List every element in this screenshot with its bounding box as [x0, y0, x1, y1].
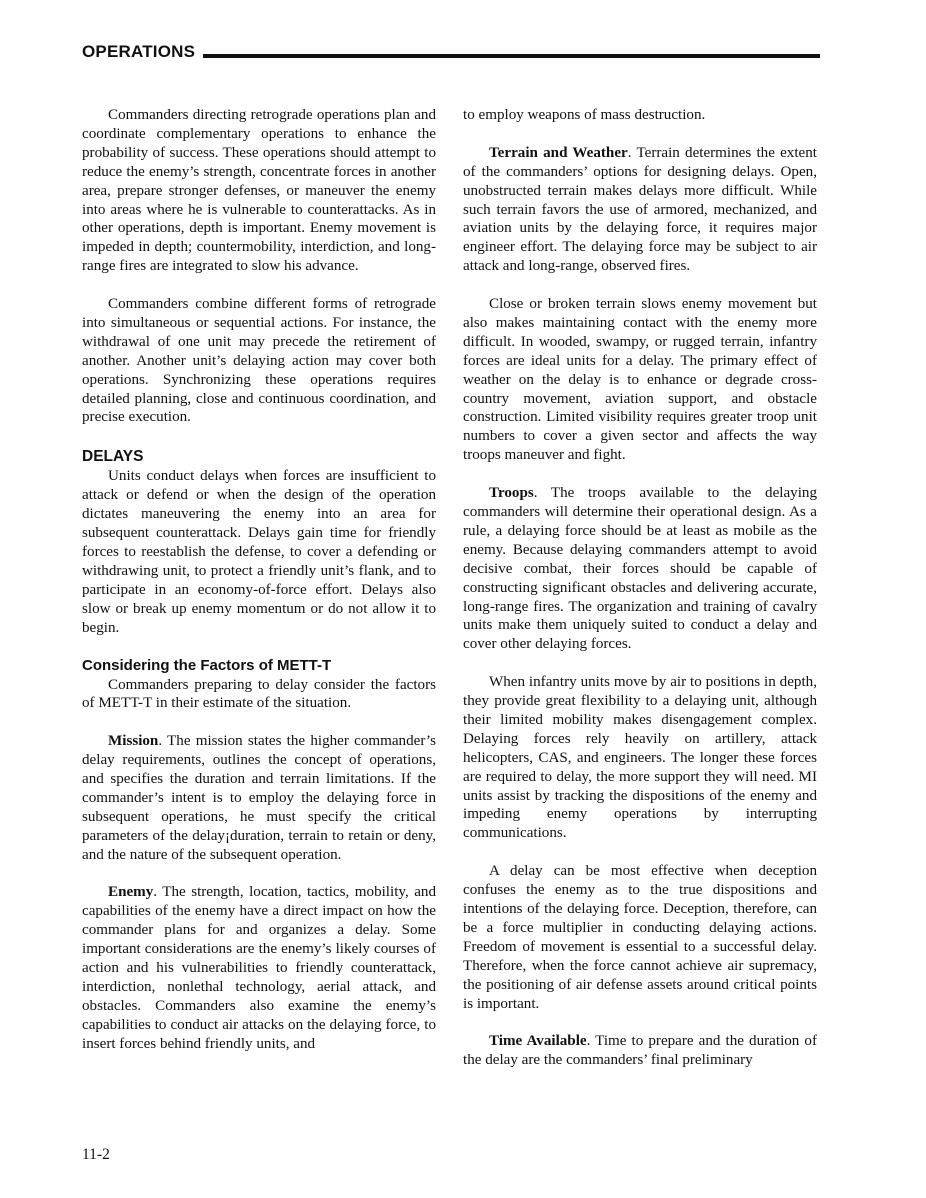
- paragraph-mett-t-intro: Commanders preparing to delay consider the factors of METT-T in their estimate of the situation.: [82, 676, 436, 712]
- paragraph-close-terrain: Close or broken terrain slows enemy movement but also makes maintaining contact with the enemy more difficult. In wooded, swampy, or rugged terrain, infantry forces are ideal units for a delay. The primary effect of weather on the delay is to enhance or degrade cross-country movement, aviation support, and obstacle construction. Limited visibility requires greater troop unit numbers to cover a given sector and affects the way troops maneuver and fight.: [463, 296, 817, 464]
- paragraph-continuation: to employ weapons of mass destruction.: [463, 107, 706, 123]
- header-rule: [203, 54, 820, 58]
- troops-text: . The troops available to the delaying commanders will determine their operational design. As a rule, a delaying force should be at least as mobile as the enemy. Because delaying commanders attempt to avoid decisive combat, their forces should be capable of constructing significant obstacles and delivering accurate, long-range fires. The organization and training of cavalry units make them uniquely suited to conduct a delay and cover other delaying forces.: [463, 485, 817, 653]
- paragraph-delays-intro: Units conduct delays when forces are insufficient to attack or defend or when the design of the operation dictates maneuvering the enemy into an area for subsequent counterattack. Delays gain time for friendly forces to reestablish the defense, to cover a defending or withdrawing unit, to protect a friendly unit’s flank, and to participate in an economy-of-force effort. Delays also slow or break up enemy momentum or do not allow it to begin.: [82, 468, 436, 636]
- subsection-heading-mett-t: Considering the Factors of METT-T: [82, 656, 332, 674]
- run-in-heading-mission: Mission: [108, 733, 159, 750]
- section-heading-delays: DELAYS: [82, 448, 144, 466]
- paragraph-retrograde-forms: Commanders combine different forms of retrograde into simultaneous or sequential actions. For instance, the withdrawal of one unit may precede the retirement of another. Another unit’s delaying action may cover both operations. Synchronizing these operations requires detailed planning, close and continuous coordination, and precise execution.: [82, 296, 436, 426]
- run-in-heading-troops: Troops: [489, 485, 534, 502]
- run-in-heading-time: Time Available: [489, 1033, 587, 1050]
- paragraph-deception: A delay can be most effective when deception confuses the enemy as to the true dispositions and intentions of the delaying force. Deception, therefore, can be a force multiplier in conducting delaying actions. Freedom of movement is essential to a successful delay. Therefore, when the force cannot achieve air supremacy, the positioning of air defense assets around critical points is important.: [463, 863, 817, 1012]
- running-head-title: OPERATIONS: [82, 42, 196, 61]
- enemy-text: . The strength, location, tactics, mobility, and capabilities of the enemy have a direct impact on how the commander plans for and organizes a delay. Some important considerations are the enemy’s likely courses of action and his vulnerabilities to friendly counterattack, interdiction, nonlethal technology, aerial attack, and obstacles. Commanders also examine the enemy’s capabilities to conduct air attacks on the delaying force, to insert forces behind friendly units, and: [82, 884, 436, 1052]
- paragraph-infantry-air: When infantry units move by air to positions in depth, they provide great flexibility to a delaying unit, although their limited mobility makes disengagement complex. Delaying forces rely heavily on artillery, attack helicopters, CAS, and engineers. The longer these forces are required to delay, the more support they will need. MI units assist by tracking the dispositions of the enemy and impeding enemy operations by interrupting communications.: [463, 674, 817, 842]
- paragraph-mission: [82, 732, 436, 864]
- time-text: . Time to prepare and the duration of the delay are the commanders’ final preliminary: [463, 1033, 817, 1069]
- paragraph-retrograde-plan: Commanders directing retrograde operations plan and coordinate complementary operations to enhance the probability of success. These operations should attempt to reduce the enemy’s strength, concentrate forces in another area, prepare stronger defenses, or maneuver the enemy into areas where he is vulnerable to counterattacks. As in other operations, depth is important. Enemy movement is impeded in depth; countermobility, interdiction, and long-range fires are integrated to slow his advance.: [82, 107, 436, 275]
- left-column: [82, 106, 436, 1054]
- run-in-heading-terrain: Terrain and Weather: [489, 144, 628, 161]
- right-column: [463, 106, 817, 1070]
- page-number: 11-2: [82, 1146, 110, 1163]
- paragraph-enemy: [82, 883, 436, 1053]
- page-header: [82, 40, 820, 62]
- terrain-text: . Terrain determines the extent of the commanders’ options for designing delays. Open, unobstructed terrain makes delays more difficult. While such terrain favors the use of armored, mechanized, and aviation units by the delaying force, it requires major engineer effort. The delaying force may be subject to air attack and long-range, observed fires.: [463, 144, 817, 275]
- paragraph-terrain-weather: [463, 144, 817, 276]
- paragraph-troops: [463, 484, 817, 654]
- paragraph-time-available: [463, 1032, 817, 1070]
- run-in-heading-enemy: Enemy: [108, 884, 154, 901]
- mission-text: . The mission states the higher commander’s delay requirements, outlines the concept of operations, and specifies the duration and terrain limitations. If the commander’s intent is to employ the delaying force in subsequent operations, he must specify the critical parameters of the delay¡duration, terrain to retain or deny, and the nature of the subsequent operation.: [82, 733, 436, 863]
